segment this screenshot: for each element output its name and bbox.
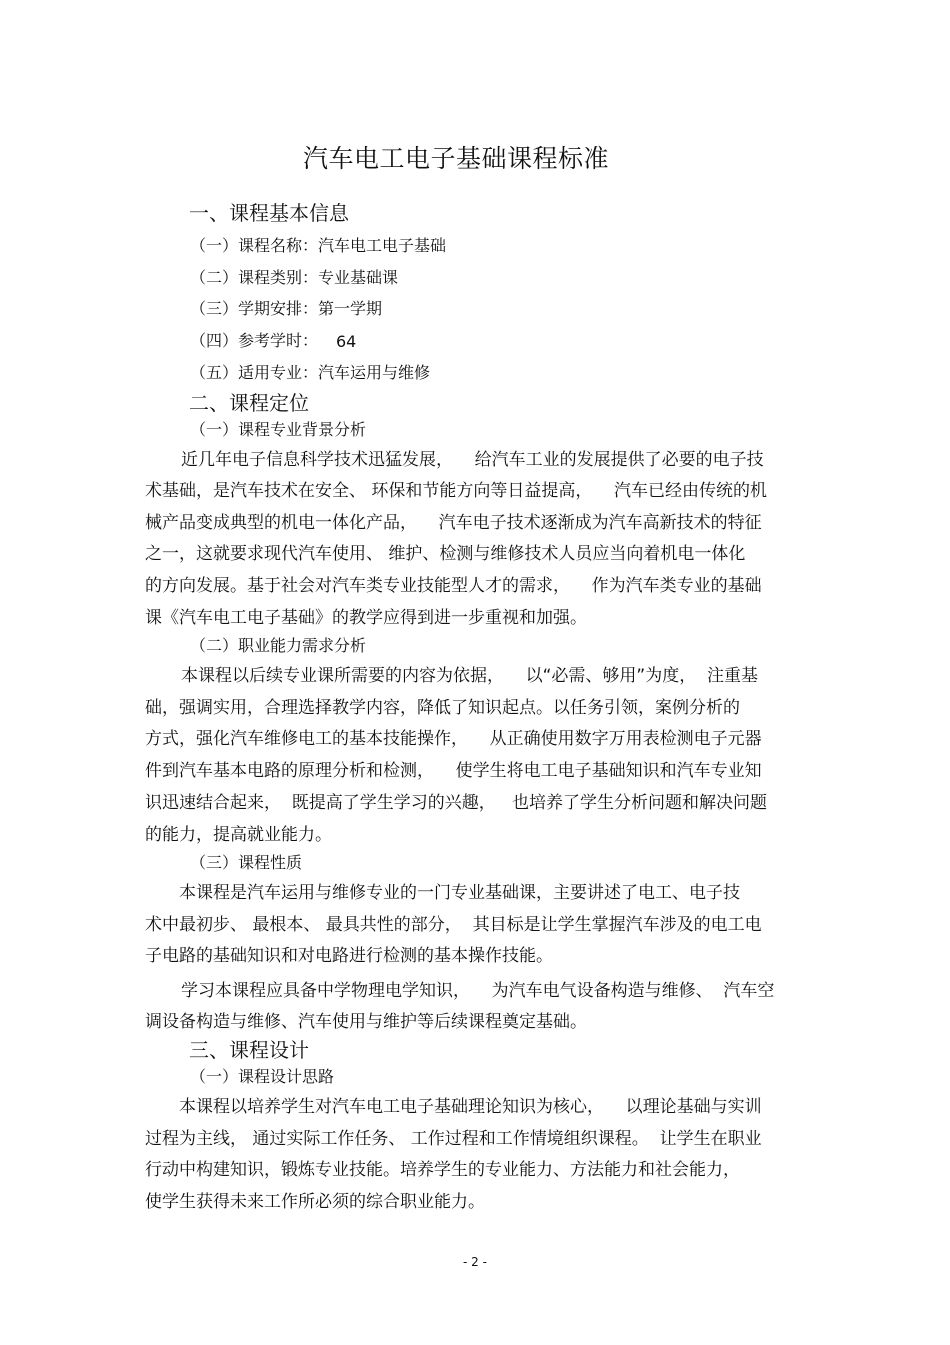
paragraph-line: 械产品变成典型的机电一体化产品， 汽车电子技术逐渐成为汽车高新技术的特征 [145, 513, 762, 533]
section-heading-basic-info: 一、课程基本信息 [189, 201, 349, 225]
info-course-name: （一）课程名称：汽车电工电子基础 [190, 236, 447, 255]
paragraph-line: 本课程是汽车运用与维修专业的一门专业基础课，主要讲述了电工、电子技 [179, 883, 740, 903]
paragraph-line: 本课程以培养学生对汽车电工电子基础理论知识为核心， 以理论基础与实训 [179, 1097, 762, 1117]
subheading-background: （一）课程专业背景分析 [190, 420, 367, 439]
info-hours-value: 64 [336, 332, 357, 351]
paragraph-line: 的方向发展。基于社会对汽车类专业技能型人才的需求， 作为汽车类专业的基础 [145, 576, 762, 596]
subheading-design-idea: （一）课程设计思路 [190, 1067, 335, 1086]
subheading-ability-needs: （二）职业能力需求分析 [190, 636, 367, 655]
paragraph-line: 使学生获得未来工作所必须的综合职业能力。 [145, 1192, 485, 1212]
info-course-category: （二）课程类别：专业基础课 [190, 268, 399, 287]
paragraph-line: 子电路的基础知识和对电路进行检测的基本操作技能。 [145, 946, 553, 966]
subheading-course-nature: （三）课程性质 [190, 853, 303, 872]
section-heading-design: 三、课程设计 [189, 1038, 309, 1062]
paragraph-line: 本课程以后续专业课所需要的内容为依据， 以“必需、够用”为度， 注重基 [181, 666, 759, 686]
paragraph-line: 术基础，是汽车技术在安全、 环保和节能方向等日益提高， 汽车已经由传统的机 [145, 481, 768, 501]
paragraph-line: 近几年电子信息科学技术迅猛发展， 给汽车工业的发展提供了必要的电子技 [181, 450, 764, 470]
info-hours-label: （四）参考学时： [190, 331, 319, 350]
paragraph-line: 学习本课程应具备中学物理电学知识， 为汽车电气设备构造与维修、 汽车空 [181, 981, 775, 1001]
info-semester: （三）学期安排：第一学期 [190, 299, 383, 318]
paragraph-line: 过程为主线， 通过实际工作任务、 工作过程和工作情境组织课程。 让学生在职业 [145, 1129, 762, 1149]
paragraph-line: 的能力，提高就业能力。 [145, 825, 332, 845]
paragraph-line: 件到汽车基本电路的原理分析和检测， 使学生将电工电子基础知识和汽车专业知 [145, 761, 762, 781]
page-number: - 2 - [463, 1255, 487, 1269]
paragraph-line: 方式，强化汽车维修电工的基本技能操作， 从正确使用数字万用表检测电子元器 [145, 729, 762, 749]
info-major: （五）适用专业：汽车运用与维修 [190, 363, 431, 382]
paragraph-line: 行动中构建知识，锻炼专业技能。培养学生的专业能力、方法能力和社会能力， [145, 1160, 740, 1180]
paragraph-line: 调设备构造与维修、汽车使用与维护等后续课程奠定基础。 [145, 1012, 587, 1032]
section-heading-positioning: 二、课程定位 [189, 391, 309, 415]
paragraph-line: 识迅速结合起来， 既提高了学生学习的兴趣， 也培养了学生分析问题和解决问题 [145, 793, 768, 813]
paragraph-line: 之一，这就要求现代汽车使用、 维护、检测与维修技术人员应当向着机电一体化 [145, 544, 746, 564]
paragraph-line: 术中最初步、 最根本、 最具共性的部分， 其目标是让学生掌握汽车涉及的电工电 [145, 915, 762, 935]
document-title: 汽车电工电子基础课程标准 [303, 144, 610, 173]
paragraph-line: 课《汽车电工电子基础》的教学应得到进一步重视和加强。 [145, 608, 587, 628]
paragraph-line: 础，强调实用，合理选择教学内容，降低了知识起点。以任务引领，案例分析的 [145, 698, 740, 718]
